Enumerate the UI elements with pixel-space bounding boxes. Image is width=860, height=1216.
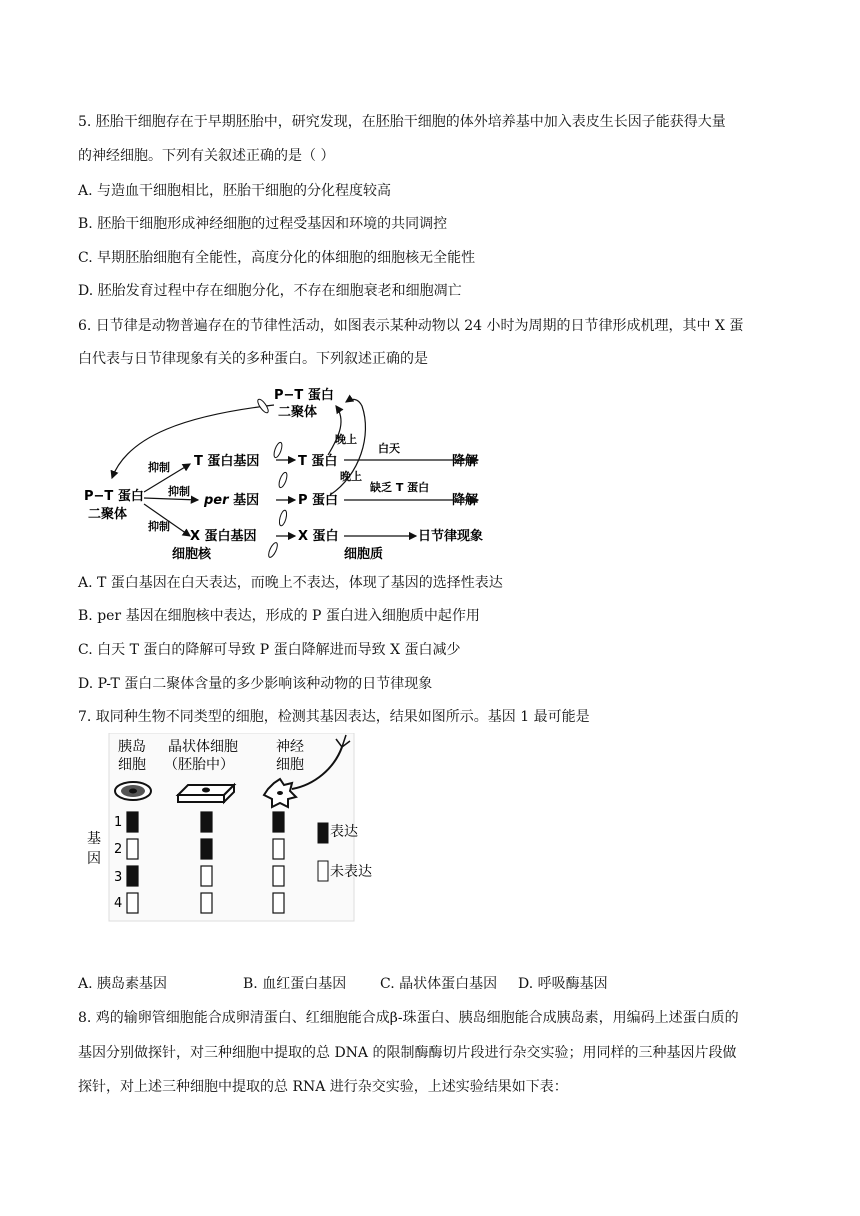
legend-not-expressed-swatch (318, 861, 328, 881)
rhythm-label: 日节律现象 (418, 529, 484, 544)
lens-cell-icon (178, 785, 234, 802)
gene-axis-label-1: 基 (87, 831, 101, 847)
expression-box (273, 893, 284, 913)
cytoplasm-label: 细胞质 (344, 547, 384, 560)
legend-expressed-swatch (318, 823, 328, 843)
col-header-pancreatic-l1: 胰岛 (118, 739, 146, 755)
q5-option-d: D. 胚胎发育过程中存在细胞分化，不存在细胞衰老和细胞凋亡 (78, 283, 462, 299)
col-header-lens-l2: （胚胎中） (164, 757, 234, 773)
inhibit-label-3: 抑制 (148, 520, 170, 533)
nucleus-label: 细胞核 (172, 547, 212, 560)
col-header-pancreatic-l2: 细胞 (118, 757, 146, 773)
q7-stem: 7. 取同种生物不同类型的细胞，检测其基因表达，结果如图所示。基因 1 最可能是 (78, 709, 590, 725)
q5-option-b: B. 胚胎干细胞形成神经细胞的过程受基因和环境的共同调控 (78, 216, 448, 232)
q6-option-b: B. per 基因在细胞核中表达，形成的 P 蛋白进入细胞质中起作用 (78, 608, 480, 624)
q6-stem-line1: 6. 日节律是动物普遍存在的节律性活动，如图表示某种动物以 24 小时为周期的日节律形成机理，其中 X 蛋 (78, 318, 744, 334)
q7-option-b: B. 血红蛋白基因 (243, 976, 347, 992)
expression-box (201, 812, 212, 832)
x-gene-label: X 蛋白基因 (190, 529, 257, 544)
expression-box (127, 893, 138, 913)
expression-box (127, 812, 138, 832)
q5-option-a: A. 与造血干细胞相比，胚胎干细胞的分化程度较高 (78, 183, 392, 199)
col-header-nerve-l2: 细胞 (276, 757, 304, 773)
gene-axis-label-2: 因 (87, 851, 101, 867)
pt-dimer-left-label2: 二聚体 (88, 507, 128, 522)
expression-box (201, 893, 212, 913)
legend-not-expressed-label: 未表达 (330, 864, 372, 880)
q6-option-d: D. P-T 蛋白二聚体含量的多少影响该种动物的日节律现象 (78, 676, 433, 692)
pt-dimer-left-label1: P−T 蛋白 (84, 489, 144, 504)
p-protein-label: P 蛋白 (298, 493, 339, 508)
q8-stem-line2: 基因分别做探针，对三种细胞中提取的总 DNA 的限制酶酶切片段进行杂交实验；用同样的三种基因片段做 (78, 1045, 737, 1061)
q5-option-c: C. 早期胚胎细胞有全能性，高度分化的体细胞的细胞核无全能性 (78, 250, 476, 266)
expression-box (201, 866, 212, 886)
q8-stem-line1: 8. 鸡的输卵管细胞能合成卵清蛋白、红细胞能合成β-珠蛋白、胰岛细胞能合成胰岛素，用编码上述蛋白质的 (78, 1010, 739, 1026)
degrade-label-1: 降解 (452, 454, 479, 469)
expression-box (273, 866, 284, 886)
pt-dimer-top-label2: 二聚体 (278, 405, 318, 420)
q7-option-d: D. 呼吸酶基因 (518, 976, 608, 992)
row-number-3: 3 (114, 870, 123, 885)
legend-expressed-label: 表达 (330, 824, 358, 840)
q7-option-c: C. 晶状体蛋白基因 (380, 976, 498, 992)
row-number-2: 2 (114, 842, 123, 857)
inhibit-label-2: 抑制 (168, 485, 190, 498)
expression-box (127, 839, 138, 859)
circadian-diagram (78, 380, 508, 560)
expression-box (127, 866, 138, 886)
expression-box (201, 839, 212, 859)
col-header-nerve-l1: 神经 (276, 739, 304, 755)
expression-box (273, 839, 284, 859)
q8-stem-line3: 探针，对上述三种细胞中提取的总 RNA 进行杂交实验，上述实验结果如下表： (78, 1079, 568, 1095)
q6-option-c: C. 白天 T 蛋白的降解可导致 P 蛋白降解进而导致 X 蛋白减少 (78, 642, 461, 658)
degrade-label-2: 降解 (452, 493, 479, 508)
q5-stem-line2: 的神经细胞。下列有关叙述正确的是（ ） (78, 148, 335, 164)
daytime-label: 白天 (378, 442, 400, 455)
lack-t-label: 缺乏 T 蛋白 (370, 481, 430, 494)
q7-option-a: A. 胰岛素基因 (78, 976, 168, 992)
expression-box (273, 812, 284, 832)
x-protein-label: X 蛋白 (298, 529, 339, 544)
t-gene-label: T 蛋白基因 (194, 454, 260, 469)
inhibit-label-1: 抑制 (148, 461, 170, 474)
q6-option-a: A. T 蛋白基因在白天表达，而晚上不表达，体现了基因的选择性表达 (78, 575, 503, 591)
t-protein-label: T 蛋白 (298, 454, 338, 469)
q5-stem-line1: 5. 胚胎干细胞存在于早期胚胎中，研究发现，在胚胎干细胞的体外培养基中加入表皮生长因子能获得大量 (78, 114, 726, 130)
night-label-2: 晚上 (340, 470, 362, 483)
col-header-lens-l1: 晶状体细胞 (168, 739, 238, 755)
per-gene-label: per 基因 (204, 493, 260, 508)
pt-dimer-top-label1: P−T 蛋白 (274, 388, 334, 403)
row-number-1: 1 (114, 815, 123, 830)
row-number-4: 4 (114, 896, 123, 911)
night-label-1: 晚上 (335, 433, 357, 446)
q6-stem-line2: 白代表与日节律现象有关的多种蛋白。下列叙述正确的是 (78, 351, 428, 367)
gene-expression-figure (84, 733, 384, 923)
pancreatic-cell-icon (115, 782, 151, 800)
